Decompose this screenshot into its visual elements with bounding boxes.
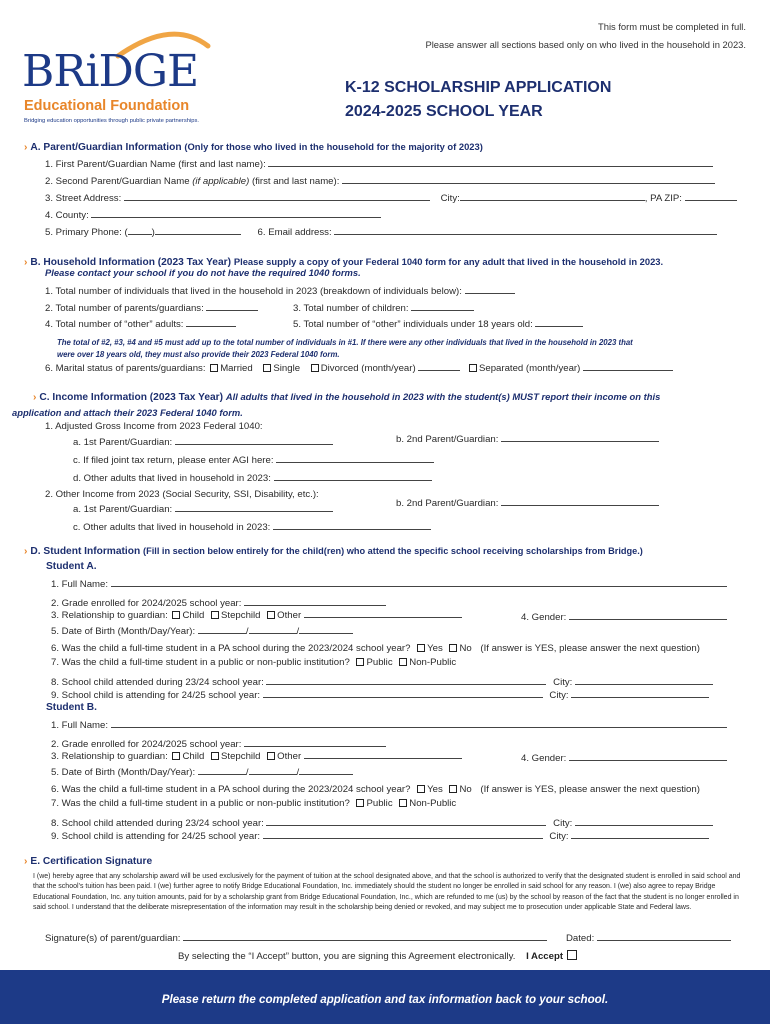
parents-count-field[interactable]: [206, 302, 258, 311]
no-checkbox[interactable]: [449, 644, 457, 652]
area-code-field[interactable]: [128, 226, 152, 235]
agi-other-field[interactable]: [274, 472, 432, 481]
header-note-1: This form must be completed in full.: [598, 21, 746, 32]
student-relationship: 3. Relationship to guardian: Child Stepchild Other: [51, 609, 462, 621]
chevron-right-icon: ›: [24, 856, 28, 867]
section-c-heading: › C. Income Information (2023 Tax Year) All adults that lived in the household in 2023 with the student(s) MUST report their income on this: [33, 391, 661, 403]
other-minors-field[interactable]: [535, 318, 583, 327]
student-label: Student B.: [46, 702, 97, 713]
b-total-note-1: The total of #2, #3, #4 and #5 must add up to the total number of individuals in #1. If there were any other individuals that lived in the household in 2023 that: [57, 338, 633, 347]
gender-field[interactable]: [569, 752, 727, 761]
city-2425-field[interactable]: [571, 830, 709, 839]
student-grade: 2. Grade enrolled for 2024/2025 school year:: [51, 738, 386, 750]
logo: [22, 24, 222, 134]
dated-field[interactable]: [597, 932, 731, 941]
other-income-other-field[interactable]: [273, 521, 431, 530]
student-pa-school: 6. Was the child a full-time student in a PA school during the 2023/2024 school year? Yes No (If answer is YES, please answer the next question): [51, 643, 700, 654]
gender-field[interactable]: [569, 611, 727, 620]
student-institution: 7. Was the child a full-time student in a public or non-public institution? Public Non-Public: [51, 798, 457, 809]
separated-checkbox[interactable]: [469, 364, 477, 372]
section-c-note: application and attach their 2023 Federal 1040 form.: [12, 407, 243, 418]
street-address-field[interactable]: [124, 192, 430, 201]
student-school-2324: 8. School child attended during 23/24 school year: City:: [51, 817, 713, 829]
signature-field[interactable]: [183, 932, 547, 941]
city-field[interactable]: [460, 192, 645, 201]
city-2324-field[interactable]: [575, 676, 713, 685]
student-dob: 5. Date of Birth (Month/Day/Year): / /: [51, 625, 353, 637]
student-gender: 4. Gender:: [521, 611, 727, 623]
a-phone: 5. Primary Phone: ( ) 6. Email address:: [45, 226, 717, 238]
separated-date-field[interactable]: [583, 362, 673, 371]
dob-day-field[interactable]: [249, 766, 297, 775]
full-name-field[interactable]: [111, 719, 727, 728]
student-pa-school: 6. Was the child a full-time student in a PA school during the 2023/2024 school year? Yes No (If answer is YES, please answer the next question): [51, 784, 700, 795]
accept-label: I Accept: [526, 951, 564, 962]
married-checkbox[interactable]: [210, 364, 218, 372]
email-field[interactable]: [334, 226, 717, 235]
dob-month-field[interactable]: [198, 625, 246, 634]
city-2425-field[interactable]: [571, 689, 709, 698]
dob-year-field[interactable]: [299, 625, 353, 634]
logo-subtitle: Educational Foundation: [24, 98, 190, 114]
stepchild-checkbox[interactable]: [211, 752, 219, 760]
other-checkbox[interactable]: [267, 752, 275, 760]
section-e-heading: › E. Certification Signature: [24, 856, 153, 867]
chevron-right-icon: ›: [24, 546, 28, 557]
a-second-guardian: 2. Second Parent/Guardian Name (if applicable) (first and last name):: [45, 175, 715, 187]
school-2324-field[interactable]: [266, 817, 546, 826]
grade-field[interactable]: [244, 597, 386, 606]
child-checkbox[interactable]: [172, 611, 180, 619]
student-school-2425: 9. School child is attending for 24/25 school year: City:: [51, 830, 709, 842]
a-address: 3. Street Address: City: , PA ZIP:: [45, 192, 737, 204]
student-relationship: 3. Relationship to guardian: Child Stepchild Other: [51, 750, 462, 762]
second-guardian-field[interactable]: [342, 175, 715, 184]
county-field[interactable]: [91, 209, 381, 218]
c-oi-other: c. Other adults that lived in household in 2023:: [73, 521, 431, 533]
other-income-second-field[interactable]: [501, 497, 659, 506]
other-checkbox[interactable]: [267, 611, 275, 619]
chevron-right-icon: ›: [33, 392, 37, 403]
c-agi-first: a. 1st Parent/Guardian:: [73, 436, 333, 448]
grade-field[interactable]: [244, 738, 386, 747]
divorced-date-field[interactable]: [418, 362, 460, 371]
single-checkbox[interactable]: [263, 364, 271, 372]
section-a-heading: › A. Parent/Guardian Information (Only for those who lived in the household for the majority of 2023): [24, 141, 483, 153]
accept-checkbox[interactable]: [567, 950, 577, 960]
stepchild-checkbox[interactable]: [211, 611, 219, 619]
logo-word: BRiDGE: [22, 46, 199, 97]
public-checkbox[interactable]: [356, 799, 364, 807]
b-marital-status: 6. Marital status of parents/guardians: Married Single Divorced (month/year) Separated (month/year): [45, 362, 673, 374]
b-children: 3. Total number of children:: [293, 302, 474, 314]
children-count-field[interactable]: [411, 302, 474, 311]
full-name-field[interactable]: [111, 578, 727, 587]
agi-first-field[interactable]: [175, 436, 333, 445]
school-2425-field[interactable]: [263, 830, 543, 839]
c-other-income: 2. Other Income from 2023 (Social Security, SSI, Disability, etc.):: [45, 489, 319, 500]
total-individuals-field[interactable]: [465, 285, 515, 294]
other-relationship-field[interactable]: [304, 609, 462, 618]
certification-text: I (we) hereby agree that any scholarship award will be used exclusively for the payment of tuition at the school designated above, and that the school is authorized to verify that the designated student is enrolled in said school and that the school’s tuition has been paid. I (we) further agree to notify Bridge Educational Foundation, Inc. immediately should the student no longer be enrolled in said school for any reason. I (we) also agree to repay Bridge Educational Foundation, Inc. any tuition amounts, paid for by a scholarship grant from Bridge Educational Foundation, Inc., which are refunded to me (us) by the school by reason of the fact that the student is no longer enrolled in said school. I understand that the deliberate misrepresentation of the information may result in the scholarship being denied or revoked, and may subject me to prosecution under applicable State and Federal laws.: [33, 873, 741, 911]
signature-row: Signature(s) of parent/guardian:: [45, 932, 547, 944]
section-b-heading: › B. Household Information (2023 Tax Year) Please supply a copy of your Federal 1040 form for any adult that lived in the household in 2023.: [24, 256, 664, 268]
no-checkbox[interactable]: [449, 785, 457, 793]
school-2425-field[interactable]: [263, 689, 543, 698]
student-school-2425: 9. School child is attending for 24/25 school year: City:: [51, 689, 709, 701]
student-label: Student A.: [46, 561, 97, 572]
agi-second-field[interactable]: [501, 433, 659, 442]
student-grade: 2. Grade enrolled for 2024/2025 school year:: [51, 597, 386, 609]
nonpublic-checkbox[interactable]: [399, 799, 407, 807]
student-full-name: 1. Full Name:: [51, 578, 727, 590]
school-2324-field[interactable]: [266, 676, 546, 685]
student-full-name: 1. Full Name:: [51, 719, 727, 731]
dob-day-field[interactable]: [249, 625, 297, 634]
child-checkbox[interactable]: [172, 752, 180, 760]
c-agi: 1. Adjusted Gross Income from 2023 Federal 1040:: [45, 421, 263, 432]
dated-row: Dated:: [566, 932, 731, 944]
student-dob: 5. Date of Birth (Month/Day/Year): / /: [51, 766, 353, 778]
c-agi-joint: c. If filed joint tax return, please enter AGI here:: [73, 454, 434, 466]
student-school-2324: 8. School child attended during 23/24 school year: City:: [51, 676, 713, 688]
city-2324-field[interactable]: [575, 817, 713, 826]
phone-field[interactable]: [155, 226, 241, 235]
student-gender: 4. Gender:: [521, 752, 727, 764]
yes-checkbox[interactable]: [417, 785, 425, 793]
a-first-guardian: 1. First Parent/Guardian Name (first and last name):: [45, 158, 713, 170]
first-guardian-field[interactable]: [268, 158, 713, 167]
nonpublic-checkbox[interactable]: [399, 658, 407, 666]
b-other-minors: 5. Total number of “other” individuals under 18 years old:: [293, 318, 583, 330]
accept-row: By selecting the “I Accept” button, you are signing this Agreement electronically. I Accept: [178, 950, 579, 962]
chevron-right-icon: ›: [24, 257, 28, 268]
dob-month-field[interactable]: [198, 766, 246, 775]
section-d-heading: › D. Student Information (Fill in section below entirely for the child(ren) who attend the specific school receiving scholarships from Bridge.): [24, 546, 643, 557]
c-oi-first: a. 1st Parent/Guardian:: [73, 503, 333, 515]
a-county: 4. County:: [45, 209, 381, 221]
form-title-2: 2024-2025 SCHOOL YEAR: [345, 103, 543, 120]
other-adults-field[interactable]: [186, 318, 236, 327]
c-agi-second: b. 2nd Parent/Guardian:: [396, 433, 659, 445]
b-total-note-2: were over 18 years old, they must also provide their 2023 Federal 1040 form.: [57, 350, 340, 359]
header-note-2: Please answer all sections based only on who lived in the household in 2023.: [425, 39, 746, 50]
public-checkbox[interactable]: [356, 658, 364, 666]
logo-tagline: Bridging education opportunities through public private partnerships.: [24, 118, 199, 124]
c-oi-second: b. 2nd Parent/Guardian:: [396, 497, 659, 509]
zip-field[interactable]: [685, 192, 737, 201]
form-title-1: K-12 SCHOLARSHIP APPLICATION: [345, 79, 612, 96]
other-income-first-field[interactable]: [175, 503, 333, 512]
agi-joint-field[interactable]: [276, 454, 434, 463]
yes-checkbox[interactable]: [417, 644, 425, 652]
b-total-individuals: 1. Total number of individuals that lived in the household in 2023 (breakdown of individuals below):: [45, 285, 515, 297]
b-other-adults: 4. Total number of “other” adults:: [45, 318, 236, 330]
student-institution: 7. Was the child a full-time student in a public or non-public institution? Public Non-Public: [51, 657, 457, 668]
other-relationship-field[interactable]: [304, 750, 462, 759]
footer-text: Please return the completed application and tax information back to your school.: [161, 993, 609, 1006]
b-parents: 2. Total number of parents/guardians:: [45, 302, 258, 314]
chevron-right-icon: ›: [24, 142, 28, 153]
dob-year-field[interactable]: [299, 766, 353, 775]
divorced-checkbox[interactable]: [311, 364, 319, 372]
section-b-note: Please contact your school if you do not have the required 1040 forms.: [45, 267, 361, 278]
c-agi-other: d. Other adults that lived in household in 2023:: [73, 472, 432, 484]
